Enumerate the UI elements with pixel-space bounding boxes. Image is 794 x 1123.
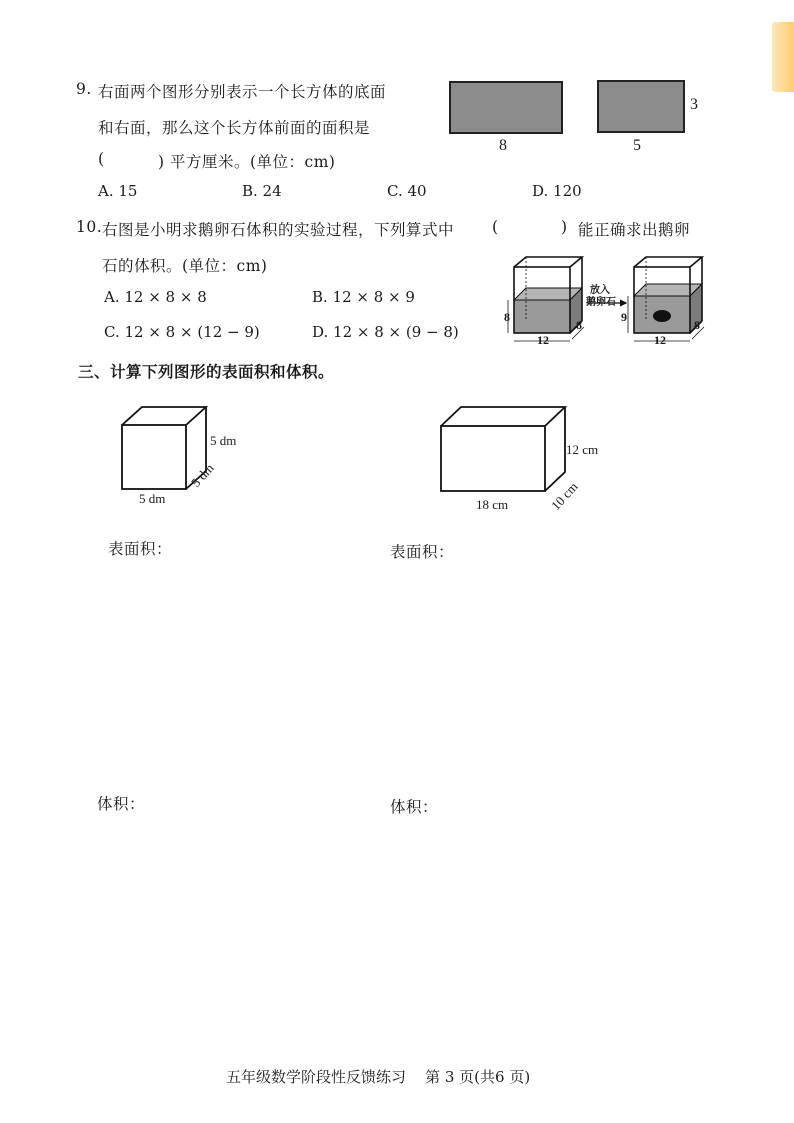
q10-paren-close: )	[561, 218, 568, 236]
q10-put-in-label-2: 鹅卵石	[586, 297, 616, 308]
q10-number: 10.	[76, 218, 103, 236]
q9-option-a: A. 15	[98, 182, 138, 200]
cube-width-label: 5 dm	[139, 491, 166, 506]
q10-length-label-left: 12	[537, 333, 549, 347]
q10-height-after-label: 9	[621, 310, 627, 324]
page-footer: 五年级数学阶段性反馈练习 第 3 页(共6 页)	[226, 1068, 531, 1086]
q9-line1: 右面两个图形分别表示一个长方体的底面	[98, 83, 387, 101]
cube-volume-label: 体积：	[97, 795, 146, 813]
section3-title: 三、计算下列图形的表面积和体积。	[78, 362, 335, 381]
q10-option-a: A. 12 × 8 × 8	[104, 288, 207, 306]
q9-option-b: B. 24	[242, 182, 282, 200]
q9-line3: ) 平方厘米。(单位：cm)	[158, 153, 336, 171]
cuboid-figure	[436, 404, 576, 496]
q10-option-b: B. 12 × 8 × 9	[312, 288, 415, 306]
cube-height-label: 5 dm	[210, 433, 237, 448]
q10-option-d: D. 12 × 8 × (9 − 8)	[312, 323, 459, 341]
q9-option-c: C. 40	[387, 182, 427, 200]
q10-line1a: 右图是小明求鹅卵石体积的实验过程，下列算式中	[102, 221, 455, 239]
q9-option-d: D. 120	[532, 182, 582, 200]
q10-option-c: C. 12 × 8 × (12 − 9)	[104, 323, 260, 341]
page-edge-tab	[772, 22, 794, 92]
q10-height-before-label: 8	[504, 310, 510, 324]
q10-length-label-right: 12	[654, 333, 666, 347]
q9-bottom-face-rect	[449, 81, 563, 134]
q10-put-in-label-1: 放入	[590, 285, 610, 296]
cuboid-volume-label: 体积：	[390, 798, 439, 816]
q9-right-width-label: 5	[633, 137, 641, 154]
cube-surface-label: 表面积：	[108, 540, 173, 558]
cuboid-height-label: 12 cm	[566, 442, 599, 457]
q10-line1b: 能正确求出鹅卵	[578, 221, 691, 239]
q9-answer-paren: (	[98, 150, 105, 168]
q10-depth-label-right: 8	[694, 318, 700, 332]
q9-number: 9.	[76, 80, 92, 98]
q9-bottom-width-label: 8	[499, 137, 507, 154]
cuboid-length-label: 18 cm	[476, 497, 509, 512]
q9-right-face-rect	[597, 80, 685, 133]
cuboid-surface-label: 表面积：	[390, 543, 455, 561]
q9-right-height-label: 3	[690, 96, 698, 113]
q10-line2: 石的体积。(单位：cm)	[102, 257, 268, 275]
q9-line2: 和右面，那么这个长方体前面的面积是	[98, 119, 371, 137]
q10-depth-label-left: 8	[576, 318, 582, 332]
cuboid-depth-label: 10 cm	[548, 479, 581, 514]
q10-paren-open: (	[492, 218, 499, 236]
cube-depth-label: 5 dm	[188, 460, 217, 491]
